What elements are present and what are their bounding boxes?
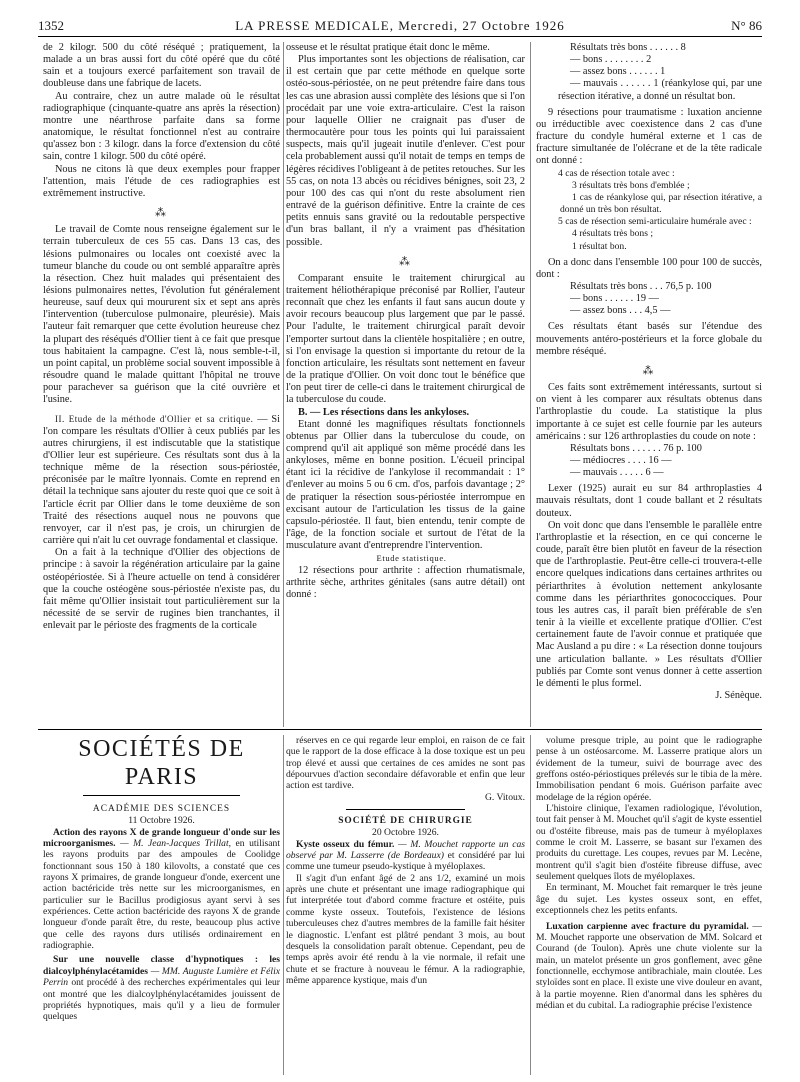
communication-author: — M. Jean-Jacques Trillat, [120, 838, 232, 850]
academie-heading: ACADÉMIE DES SCIENCES [92, 804, 231, 814]
paragraph: en utilisant les rayons produits par des ampoules de Coolidge fonctionnant sous 150 à 180 kilovolts, a constaté que ces rayons X primaires, de grande longueur d'onde, exercent une action bactéricide très nette sur les microorganismes, en particulier sur le Bacillus prodigiosus ayant servi à ses expériences. Cette action bactéricide des rayons X de grande longueur d'onde paraît être, du reste, beaucoup plus active que celle des rayons durs utilisés ordinairement en radiographie. [43, 838, 280, 952]
paragraph: En terminant, M. Mouchet fait remarquer le très jeune âge du sujet. Les kystes osseux sont, en effet, exceptionnels chez les petits enfants. [536, 882, 762, 917]
section-rule [38, 729, 762, 730]
result-line: Résultats très bons . . . 76,5 p. 100 [570, 280, 712, 292]
result-line: Résultats bons . . . . . . 76 p. 100 [570, 442, 702, 454]
page-number: 1352 [38, 18, 64, 33]
paragraph: 12 résections pour arthrite : affection rhumatismale, arthrite sèche, arthrites génitales (sans autre détail) ont donné : [286, 564, 525, 600]
paragraph: et considéré par lui comme une tumeur pseudo-kystique à myéloplaxes. [286, 850, 525, 873]
paragraph: de 2 kilogr. 500 du côté réséqué ; pratiquement, la malade a un bras aussi fort du côté opéré que du côté sain et a toujours exercé parfaitement son travail de doubleuse dans une fabrique de lacets. [43, 42, 280, 90]
result-line: — assez bons . . . 4,5 — [570, 305, 671, 317]
paragraph: Le travail de Comte nous renseigne également sur le terrain tuberculeux de ces 55 cas. Dans 13 cas, des lésions pulmonaires ou locales ont coexisté avec la tumeur blanche du coude ou ont semblé apparaître après la résection. Chez huit malades qui présentaient des lésions pulmonaires nettes, l'évolution fut généralement heureuse, sauf deux qui moururent six et sept ans après l'intervention (tuberculose pulmonaire, pleurésie). Mais l'auteur fait remarquer que cette évolution heureuse chez la plupart des réséqués d'Ollier tient à ce fait que presque tous habitaient la campagne. C'est là, nous semble-t-il, un point capital, un problème social souvent impossible à résoudre quand le malade quittant l'hôpital ne trouve pour parachever sa guérison que la cité ouvrière et l'usine. [43, 224, 280, 406]
column-divider [530, 42, 531, 727]
societes-title: SOCIÉTÉS DE PARIS [78, 736, 245, 790]
result-line: 5 cas de résection semi-articulaire humérale avec : [558, 216, 752, 228]
paragraph: On a fait à la technique d'Ollier des objections de principe : à savoir la régénération articulaire par la gaine ostéopériostée. Si à l'heure actuelle on tend à considérer que la couche ostéogène sous-périostée n'existe pas, du fait même qu'Ollier insistait tout particulièrement sur la nécessité de se servir de rugines bien tranchantes, il enlevait par le périoste des fragments de la corticale [43, 547, 280, 632]
section-stars: ⁂ [642, 364, 656, 377]
issue-number: N° 86 [731, 18, 762, 33]
result-line: 4 cas de résection totale avec : [558, 167, 675, 179]
section-heading: B. — Les résections dans les ankyloses. [298, 406, 470, 418]
communication-author: — M. Mouchet rapporte un cas observé par M. Lasserre (de Bordeaux) [286, 838, 525, 862]
session-date: 11 Octobre 1926. [128, 815, 195, 827]
paragraph: L'histoire clinique, l'examen radiologique, l'évolution, tout fait penser à M. Mouchet qu'il s'agit de kyste essentiel ou d'ostéite fibreuse, mais pas de tumeur à myéloplaxes comme le croit M. Lasserre, se basant sur l'examen des produits du curettage. Les coupes, revues par M. Lecène, montrent qu'il s'agit bien d'ostéite fibreuse diffuse, avec seulement quelques îlots de myéloplaxes. [536, 803, 762, 883]
result-line: 1 cas de réankylose qui, par résection itérative, a donné un très bon résultat. [560, 191, 762, 216]
section-stars: ⁂ [399, 255, 412, 268]
subsection-heading: Etude statistique. [376, 553, 447, 564]
paragraph: Au contraire, chez un autre malade où le résultat radiographique (cinquante-quatre ans après la résection) montre une néarthrose parfaite dans sa forme anatomique, le résultat fonctionnel n'est au contraire qu'assez bon : 3 kilogr. dans la force d'extension du côté sain, contre 1 kilogr. 500 du côté opéré. [43, 90, 280, 163]
article-column-2 [286, 42, 525, 727]
societes-column-1 [43, 735, 280, 1075]
result-line: 4 résultats très bons ; [572, 228, 654, 240]
title-rule [83, 795, 240, 796]
result-line: — bons . . . . . . . . 2 [570, 54, 652, 66]
paragraph: réserves en ce qui regarde leur emploi, en raison de ce fait que le rapport de la dose efficace à la dose toxique est un peu trop élevé et aussi que certaines de ces amides ne sont pas dépourvues d'action secondaire défavorable et enfin que leur action est tardive. [286, 735, 525, 792]
chirurgie-heading: SOCIÉTÉ DE CHIRURGIE [338, 816, 473, 827]
communication-title: Luxation carpienne avec fracture du pyramidal. [546, 920, 749, 932]
article-column-1 [43, 42, 280, 727]
paragraph: osseuse et le résultat pratique était donc le même. [286, 42, 490, 53]
column-divider [283, 735, 284, 1075]
result-line: — assez bons . . . . . . 1 [570, 66, 666, 78]
author-signature: J. Sénèque. [715, 689, 762, 701]
session-date: 20 Octobre 1926. [372, 827, 439, 839]
column-divider [283, 42, 284, 727]
result-line: 1 résultat bon. [572, 240, 627, 252]
result-line: — mauvais . . . . . . 1 (réankylose qui, par une résection itérative, a donné un résultat bon. [558, 78, 762, 102]
communication-title: Sur une nouvelle classe d'hypnotiques : les dialcoylphénylacétamides [43, 954, 280, 977]
journal-title-line: LA PRESSE MEDICALE, Mercredi, 27 Octobre 1926 [235, 18, 565, 33]
result-line: — mauvais . . . . . 6 — [570, 467, 664, 479]
paragraph: 9 résections pour traumatisme : luxation ancienne ou irréductible avec coexistence dans 2 cas d'une fracture du condyle huméral externe et 1 cas de fracture simultanée de l'olécrane et de la tête radicale ont donné : [536, 106, 762, 167]
page-header [38, 14, 762, 36]
section-stars: ⁂ [155, 207, 168, 220]
author-signature: G. Vitoux. [484, 791, 525, 803]
paragraph: Etant donné les magnifiques résultats fonctionnels obtenus par Ollier dans la tuberculose du coude, on comprend qu'il ait appliqué son même procédé dans les ankyloses, même en bonne position. L'écueil principal étant ici la récidive de l'ankylose il recommandait : 1° d'enlever au moins 5 ou 6 cm. d'os, parfois davantage ; 2° de pratiquer la résection sous-périostée interrompue en excisant autour de l'articulation les tissus de la gaine capsulo-périostée. Il faut, bien entendu, tenir compte de l'âge, de la fonction sociale et surtout de l'état de la musculature avant d'entreprendre l'intervention. [286, 418, 525, 552]
paragraph: Plus importantes sont les objections de réalisation, car il est certain que par cette méthode en quelque sorte ostéo-sous-périostée, on ne peut prétendre faire dans tous les cas une abrasion aussi complète des lésions que si l'on procédait par une voie extra-articulaire. C'est la raison pour laquelle Ollier ne craignait pas d'user de thermocautère pour tous les points qui lui paraissaient suspects, mais qu'il jugeait inutile d'enlever. C'est pour cela probablement aussi qu'il notait de temps en temps de légères récidives l'obligeant à de petites retouches. Sur les 55 cas, on nota 13 abcès ou récidives bénignes, soit 23, 2 pour 100 des cas qui n'ont du reste absolument rien entravé de la guérison définitive. Entre la crainte de ces petits ennuis sans gravité ou la redoutable perspective d'un bras ballant, il n'y a vraiment pas d'hésitation possible. [286, 54, 525, 248]
paragraph: On a donc dans l'ensemble 100 pour 100 de succès, dont : [536, 256, 762, 280]
paragraph: On voit donc que dans l'ensemble le parallèle entre l'arthroplastie et la résection, en ce qui concerne le coude, paraît être bien plutôt en faveur de la résection que de l'arthroplastie. Peut-être celle-ci trouvera-t-elle encore quelques indications dans certaines arthrites ou périarthrites à évolution nettement ankylosante comme dans les périarthrites gonococciques. Pour tous les autres cas, il paraît bien préférable de s'en tenir à la vieille et excellente pratique d'Ollier. C'est certainement faute de l'avoir connue et pratiquée que Mac Ausland a pu dire : « La résection donne toujours une articulation ballante. » Les résultats d'Ollier publiés par Comte sont venus donner à cette assertion le démenti le plus formel. [536, 519, 762, 689]
paragraph: Il s'agit d'un enfant âgé de 2 ans 1/2, examiné un mois après une chute et présentant une image radiographique qui fut interprétée tout d'abord comme fracture et ostéite, puis comme kyste osseux. Toutefois, l'existence de lésions tuberculeuses chez d'autres membres de la famille fait hésiter le diagnostic. L'enfant est plâtré pendant 3 mois, au bout desquels la consolidation paraît obtenue. Cependant, peu de temps après avoir été rendu à la vie normale, il refait une chute et se fracture à nouveau le fémur. A la radiographie, même apparence kystique, mais d'un [286, 872, 525, 986]
paragraph: Nous ne citons là que deux exemples pour frapper l'attention, mais l'étude de ces radiographies est extrêmement instructive. [43, 163, 280, 199]
result-line: 3 résultats très bons d'emblée ; [572, 179, 690, 191]
section-rule [346, 809, 465, 810]
communication-title: Action des rayons X de grande longueur d'onde sur les microorganismes. [43, 826, 280, 850]
section-heading: II. Etude de la méthode d'Ollier et sa critique. [55, 413, 254, 424]
result-line: — bons . . . . . . 19 — [570, 293, 659, 305]
header-rule [38, 36, 762, 37]
column-divider [530, 735, 531, 1075]
societes-column-2 [286, 735, 525, 1075]
result-line: — médiocres . . . . 16 — [570, 455, 672, 466]
paragraph: ont procédé à des recherches expérimentales qui leur ont montré que les dialcoylphénylacétamides jouissent de propriétés hypnotiques, mais qu'il y a lieu de formuler quelques [43, 977, 280, 1023]
societes-column-3 [536, 735, 762, 1075]
paragraph: Lexer (1925) aurait eu sur 84 arthroplasties 4 mauvais résultats, dont 1 coude ballant et 2 résultats douteux. [536, 483, 762, 519]
paragraph: — M. Mouchet rapporte une observation de MM. Solcard et Courand (de Toulon). Après une chute violente sur la main, un matelot présente un gros gonflement, avec gêne fonctionnelle, ecchymose antibrachiale, main cloutée. Les styloïdes sont en place. Il existe une vive douleur en avant, à la partie moyenne. Rien d'anormal dans les sphères du médian et du cubital. La radiographie précise l'existence [536, 920, 762, 1011]
paragraph: Ces faits sont extrêmement intéressants, surtout si on vient à les comparer aux résultats obtenus dans l'arthroplastie du coude. La statistique la plus importante à ce sujet est celle fournie par les auteurs américains : sur 126 arthroplasties du coude on note : [536, 382, 762, 442]
article-column-3 [536, 42, 762, 727]
paragraph: — Si l'on compare les résultats d'Ollier à ceux publiés par les autres chirurgiens, il est indiscutable que la statistique d'Ollier leur est supérieure. Ces résultats sont dus à la technique même de la résection sous-périostée, préconisée par le maître lyonnais. Comte en reprend en détail la technique sans ajouter du reste quoi que ce soit à l'article écrit par Ollier dans le tome deuxième de son Traité des résections auquel nous ne pouvons que renvoyer, car il n'est pas, je crois, un chirurgien de carrière qui n'ait lu cet ouvrage fondamental et classique. [43, 413, 280, 547]
paragraph: Comparant ensuite le traitement chirurgical au traitement héliothérapique préconisé par Rollier, l'auteur reconnaît que chez les enfants il faut sans aucun doute y avoir recours beaucoup plus largement que par le passé. Pour l'adulte, le traitement chirurgical paraît devoir l'emporter surtout dans la clientèle hospitalière ; en outre, si l'on envisage la question si importante du retour de la fonction articulaire, les résultats sont nettement en faveur de la pratique d'Ollier. On voit donc tout le bénéfice que l'on peut tirer de celle-ci dans le traitement chirurgical de la tuberculose du coude. [286, 272, 525, 406]
communication-title: Kyste osseux du fémur. [296, 838, 395, 850]
result-line: Résultats très bons . . . . . . 8 [570, 42, 686, 53]
paragraph: volume presque triple, au point que le radiographe pense à un ostéosarcome. M. Lasserre pratique alors un évidement de la tumeur, suivi de bourrage avec des greffons ostéo-périostiques prélevés sur le tibia de la mère. Immobilisation pendant 6 mois. Guérison parfaite avec modelage de la région opérée. [536, 735, 762, 803]
paragraph: Ces résultats étant basés sur l'étendue des mouvements antéro-postérieurs et la force globale du membre réséqué. [536, 321, 762, 357]
communication-author: — MM. Auguste Lumière et Félix Perrin [43, 965, 280, 989]
